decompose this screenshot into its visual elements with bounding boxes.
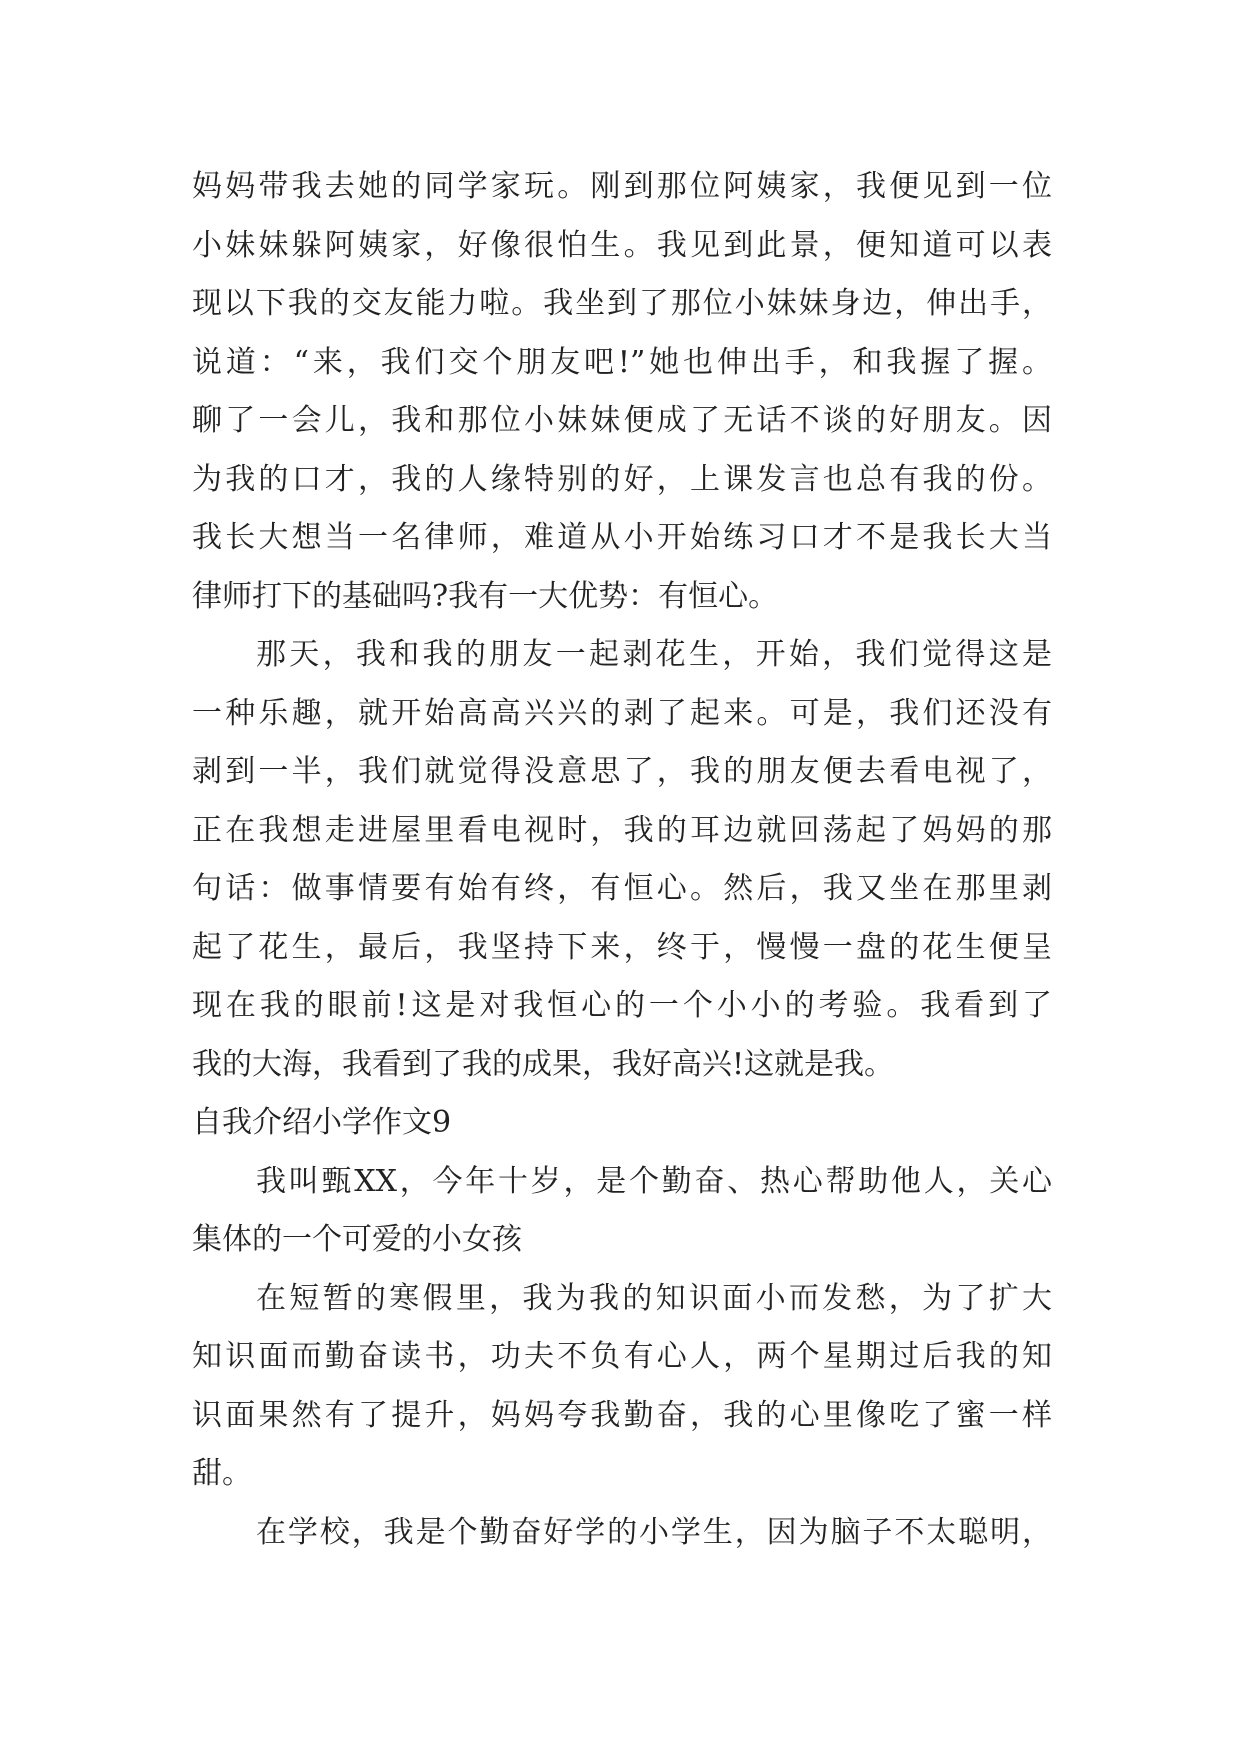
text-line: 现以下我的交友能力啦。我坐到了那位小妹妹身边，伸出手， xyxy=(192,286,1052,321)
document-body xyxy=(192,158,1052,1562)
text-line: 起了花生，最后，我坚持下来，终于，慢慢一盘的花生便呈 xyxy=(192,929,1052,965)
text-line: 小妹妹躲阿姨家，好像很怕生。我见到此景，便知道可以表 xyxy=(192,227,1052,263)
text-line: 句话：做事情要有始有终，有恒心。然后，我又坐在那里剥 xyxy=(192,871,1052,906)
text-line: 律师打下的基础吗?我有一大优势：有恒心。 xyxy=(192,578,779,614)
paragraph-first-line: 我叫甄XX，今年十岁，是个勤奋、热心帮助他人，关心 xyxy=(256,1163,1052,1199)
text-line: 妈妈带我去她的同学家玩。刚到那位阿姨家，我便见到一位 xyxy=(192,169,1052,204)
text-line: 为我的口才，我的人缘特别的好，上课发言也总有我的份。 xyxy=(192,461,1052,497)
paragraph-first-line: 在短暂的寒假里，我为我的知识面小而发愁，为了扩大 xyxy=(256,1280,1052,1316)
text-line: 剥到一半，我们就觉得没意思了，我的朋友便去看电视了， xyxy=(192,754,1052,789)
text-line: 正在我想走进屋里看电视时，我的耳边就回荡起了妈妈的那 xyxy=(192,812,1052,848)
text-line: 说道：“来，我们交个朋友吧!”她也伸出手，和我握了握。 xyxy=(192,344,1052,380)
text-line: 聊了一会儿，我和那位小妹妹便成了无话不谈的好朋友。因 xyxy=(192,403,1052,438)
text-line: 识面果然有了提升，妈妈夸我勤奋，我的心里像吃了蜜一样 xyxy=(192,1397,1052,1433)
text-line: 我长大想当一名律师，难道从小开始练习口才不是我长大当 xyxy=(192,520,1052,555)
text-line: 甜。 xyxy=(192,1456,252,1491)
section-heading: 自我介绍小学作文9 xyxy=(192,1105,452,1140)
text-line: 集体的一个可爱的小女孩 xyxy=(192,1222,522,1257)
text-line: 知识面而勤奋读书，功夫不负有心人，两个星期过后我的知 xyxy=(192,1339,1052,1374)
text-line: 现在我的眼前!这是对我恒心的一个小小的考验。我看到了 xyxy=(192,988,1052,1023)
text-line: 我的大海，我看到了我的成果，我好高兴!这就是我。 xyxy=(192,1046,895,1082)
paragraph-first-line: 那天，我和我的朋友一起剥花生，开始，我们觉得这是 xyxy=(256,637,1052,672)
paragraph-first-line: 在学校，我是个勤奋好学的小学生，因为脑子不太聪明， xyxy=(256,1514,1052,1550)
text-line: 一种乐趣，就开始高高兴兴的剥了起来。可是，我们还没有 xyxy=(192,695,1052,731)
